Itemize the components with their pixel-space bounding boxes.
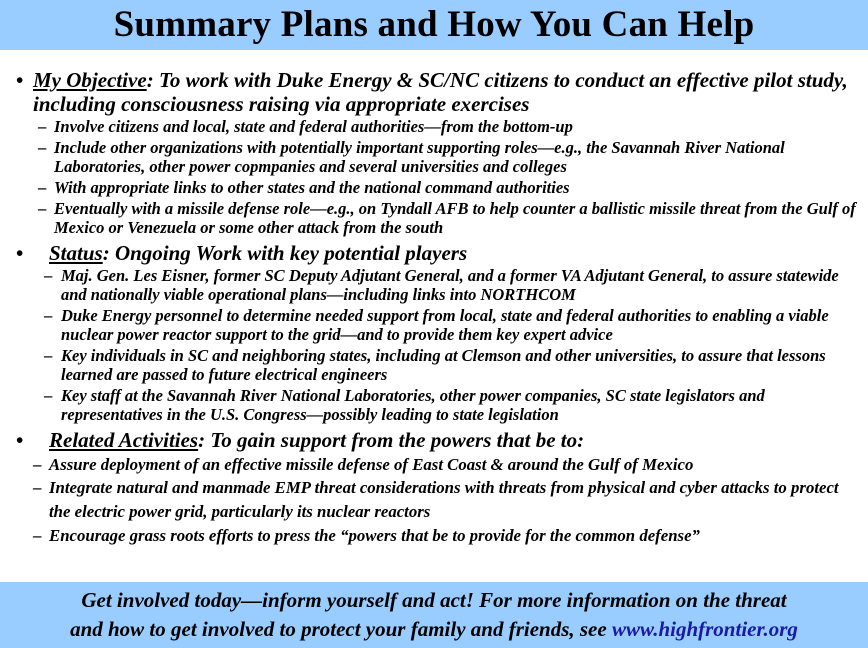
related-lead: Related Activities	[49, 428, 199, 452]
page-title: Summary Plans and How You Can Help	[113, 4, 755, 45]
list-item	[0, 386, 868, 424]
list-item-text: Encourage grass roots efforts to press the “powers that be to provide for the common defense”	[49, 526, 700, 545]
dash: –	[44, 266, 53, 285]
bullet-dot: •	[16, 241, 24, 265]
list-item	[0, 476, 868, 524]
status-lead: Status	[49, 241, 103, 265]
objective-lead: My Objective	[33, 68, 147, 92]
dash: –	[38, 199, 47, 218]
footer-line-2-text: and how to get involved to protect your family and friends, see	[70, 617, 612, 641]
dash: –	[44, 386, 53, 405]
list-item	[0, 453, 868, 476]
list-item-text: Key staff at the Savannah River National Laboratories, other power companies, SC state legislators and representatives in the U.S. Congress—possibly leading to state legislation	[61, 386, 765, 424]
list-item	[0, 178, 868, 197]
content	[0, 66, 868, 548]
related-text: : To gain support from the powers that be to:	[198, 428, 585, 452]
dash: –	[38, 117, 47, 136]
related-bullet	[0, 428, 868, 452]
dash: –	[33, 455, 42, 474]
list-item	[0, 117, 868, 136]
list-item	[0, 199, 868, 237]
dash: –	[33, 526, 42, 545]
dash: –	[38, 138, 47, 157]
list-item	[0, 306, 868, 344]
list-item	[0, 524, 868, 548]
objective-bullet	[0, 68, 868, 116]
status-text: : Ongoing Work with key potential players	[102, 241, 468, 265]
list-item-text: Duke Energy personnel to determine needed support from local, state and federal authorities to enabling a viable nuclear power reactor support to the grid—and to provide them key expert advice	[61, 306, 829, 344]
dash: –	[38, 178, 47, 197]
list-item-text: With appropriate links to other states and the national command authorities	[54, 178, 570, 197]
dash: –	[33, 478, 42, 497]
list-item-text: Assure deployment of an effective missile defense of East Coast & around the Gulf of Mexico	[49, 455, 694, 474]
list-item	[0, 138, 868, 176]
objective-text: : To work with Duke Energy & SC/NC citizens to conduct an effective pilot study, including consciousness raising via appropriate exercises	[33, 68, 848, 116]
list-item-text: Integrate natural and manmade EMP threat considerations with threats from physical and cyber attacks to protect the electric power grid, particularly its nuclear reactors	[49, 478, 839, 521]
bullet-dot: •	[16, 428, 24, 452]
highfrontier-link[interactable]: www.highfrontier.org	[611, 617, 798, 641]
list-item	[0, 346, 868, 384]
list-item-text: Eventually with a missile defense role—e.g., on Tyndall AFB to help counter a ballistic missile threat from the Gulf of Mexico or Venezuela or some other attack from the south	[54, 199, 856, 237]
footer-banner	[0, 582, 868, 648]
list-item-text: Include other organizations with potentially important supporting roles—e.g., the Savannah River National Laboratories, other power copmpanies and several universities and colleges	[54, 138, 785, 176]
list-item-text: Involve citizens and local, state and federal authorities—from the bottom-up	[54, 117, 573, 136]
status-bullet	[0, 241, 868, 265]
dash: –	[44, 346, 53, 365]
footer-line-1: Get involved today—inform yourself and act! For more information on the threat	[81, 588, 787, 612]
bullet-dot: •	[16, 68, 24, 92]
footer-line-2	[0, 615, 868, 644]
list-item-text: Key individuals in SC and neighboring states, including at Clemson and other universities, to assure that lessons learned are passed to future electrical engineers	[61, 346, 826, 384]
title-bar	[0, 0, 868, 50]
list-item-text: Maj. Gen. Les Eisner, former SC Deputy Adjutant General, and a former VA Adjutant General, to assure statewide and nationally viable operational plans—including links into NORTHCOM	[61, 266, 839, 304]
dash: –	[44, 306, 53, 325]
list-item	[0, 266, 868, 304]
